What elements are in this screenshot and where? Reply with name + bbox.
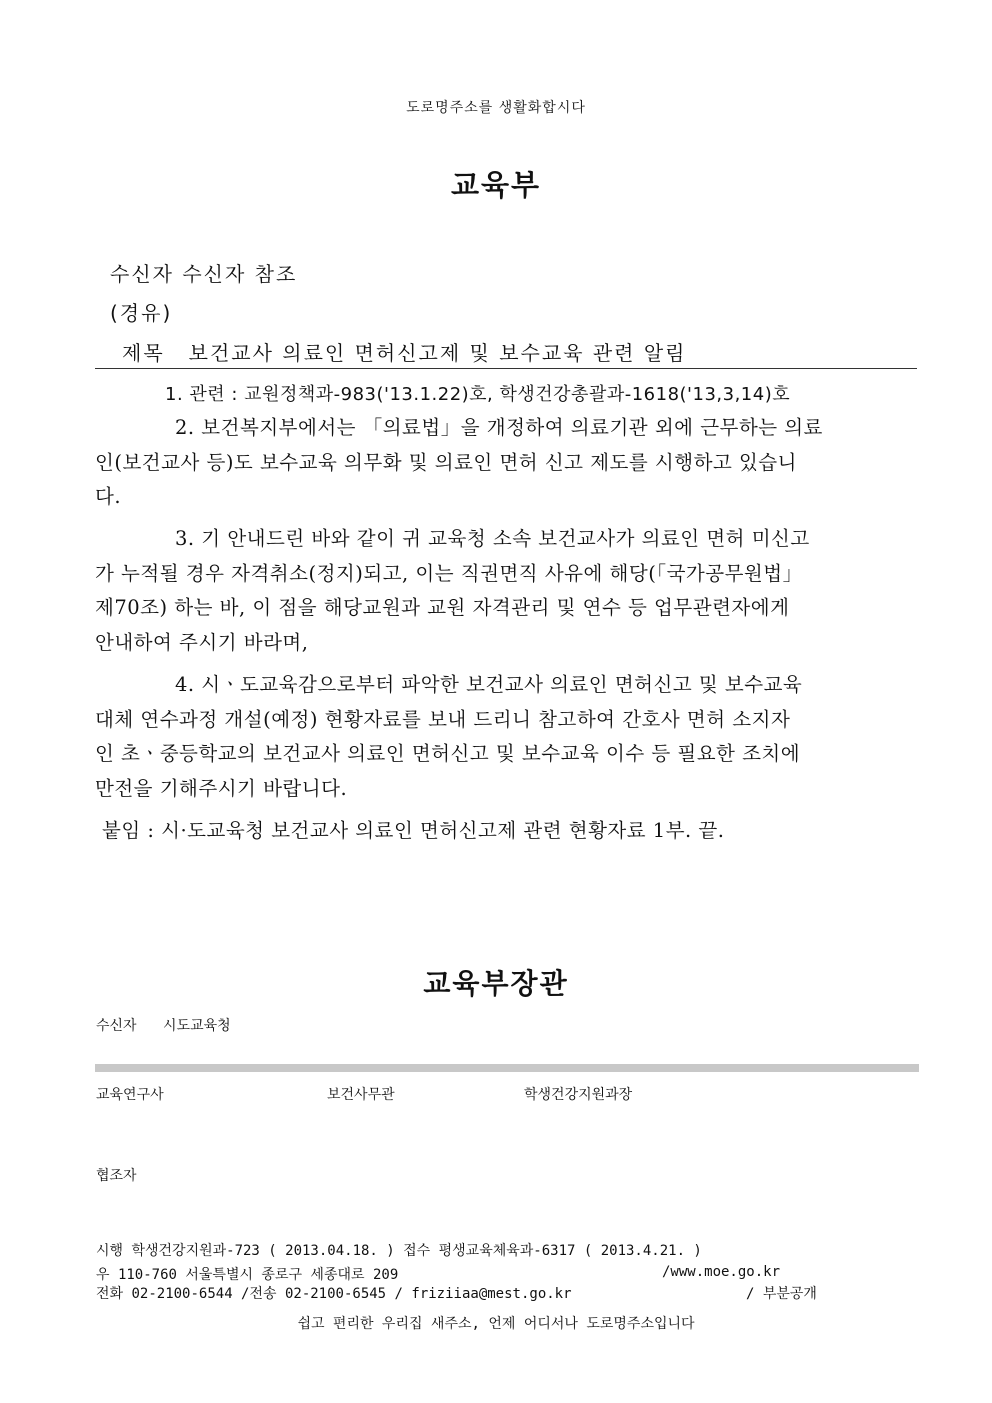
approval-officer: 보건사무관: [327, 1087, 395, 1103]
approval-divider: [95, 1064, 919, 1072]
attachment-line: 붙임 : 시·도교육청 보건교사 의료인 면허신고제 관련 현황자료 1부. 끝.: [102, 819, 725, 842]
recipients-value: 시도교육청: [163, 1018, 231, 1034]
body-line: 안내하여 주시기 바라며,: [95, 630, 309, 654]
body-item-1: 1. 관련 : 교원정책과-983('13.1.22)호, 학생건강총괄과-1618('13,3,14)호: [165, 384, 791, 405]
recipients-label: 수신자: [96, 1018, 137, 1034]
cooperator-label: 협조자: [96, 1168, 137, 1184]
body-item-2: [95, 411, 920, 515]
top-slogan: 도로명주소를 생활화합시다: [406, 100, 586, 116]
enforcement-line: 시행 학생건강지원과-723 ( 2013.04.18. ) 접수 평생교육체육과-6317 ( 2013.4.21. ): [96, 1243, 702, 1259]
body-item-4: [95, 668, 920, 806]
approval-director: 학생건강지원과장: [524, 1087, 633, 1103]
recipient-line: [110, 258, 297, 287]
closing-slogan: 쉽고 편리한 우리집 새주소, 언제 어디서나 도로명주소입니다: [297, 1316, 695, 1332]
body-line: 4. 시ㆍ도교육감으로부터 파악한 보건교사 의료인 면허신고 및 보수교육: [175, 673, 803, 696]
subject-value: 보건교사 의료인 면허신고제 및 보수교육 관련 알림: [188, 341, 687, 365]
body-line: 가 누적될 경우 자격취소(정지)되고, 이는 직권면직 사유에 해당(「국가공무원법」: [95, 561, 803, 585]
body-line: 3. 기 안내드린 바와 같이 귀 교육청 소속 보건교사가 의료인 면허 미신고: [175, 527, 810, 550]
subject-line: [122, 337, 687, 366]
organization-title: 교육부: [450, 168, 542, 202]
address-line: 우 110-760 서울특별시 종로구 세종대로 209: [96, 1267, 399, 1283]
recipients-line: [96, 1015, 231, 1035]
recipient-label: 수신자: [110, 262, 174, 286]
body-line: 제70조) 하는 바, 이 점을 해당교원과 교원 자격관리 및 연수 등 업무관련자에게: [95, 596, 790, 619]
website-link[interactable]: /www.moe.go.kr: [662, 1264, 781, 1280]
via-line: (경유): [110, 301, 173, 325]
body-line: 다.: [95, 485, 122, 508]
contact-line: 전화 02-2100-6544 /전송 02-2100-6545 / friziiaa@mest.go.kr: [96, 1286, 572, 1302]
disclosure-status: / 부분공개: [746, 1286, 817, 1302]
body-line: 2. 보건복지부에서는 「의료법」을 개정하여 의료기관 외에 근무하는 의료: [175, 416, 823, 439]
approval-researcher: 교육연구사: [96, 1087, 164, 1103]
body-line: 인 초ㆍ중등학교의 보건교사 의료인 면허신고 및 보수교육 이수 등 필요한 조치에: [95, 742, 801, 765]
body-item-3: [95, 522, 920, 660]
body-line: 대체 연수과정 개설(예정) 현황자료를 보내 드리니 참고하여 간호사 면허 소지자: [95, 707, 791, 731]
body-line: 만전을 기해주시기 바랍니다.: [95, 776, 348, 800]
subject-divider: [95, 368, 917, 369]
subject-label: 제목: [122, 341, 165, 365]
recipient-value: 수신자 참조: [182, 262, 298, 286]
body-line: 인(보건교사 등)도 보수교육 의무화 및 의료인 면허 신고 제도를 시행하고 있습니: [95, 450, 797, 474]
sender-title: 교육부장관: [423, 967, 569, 1000]
